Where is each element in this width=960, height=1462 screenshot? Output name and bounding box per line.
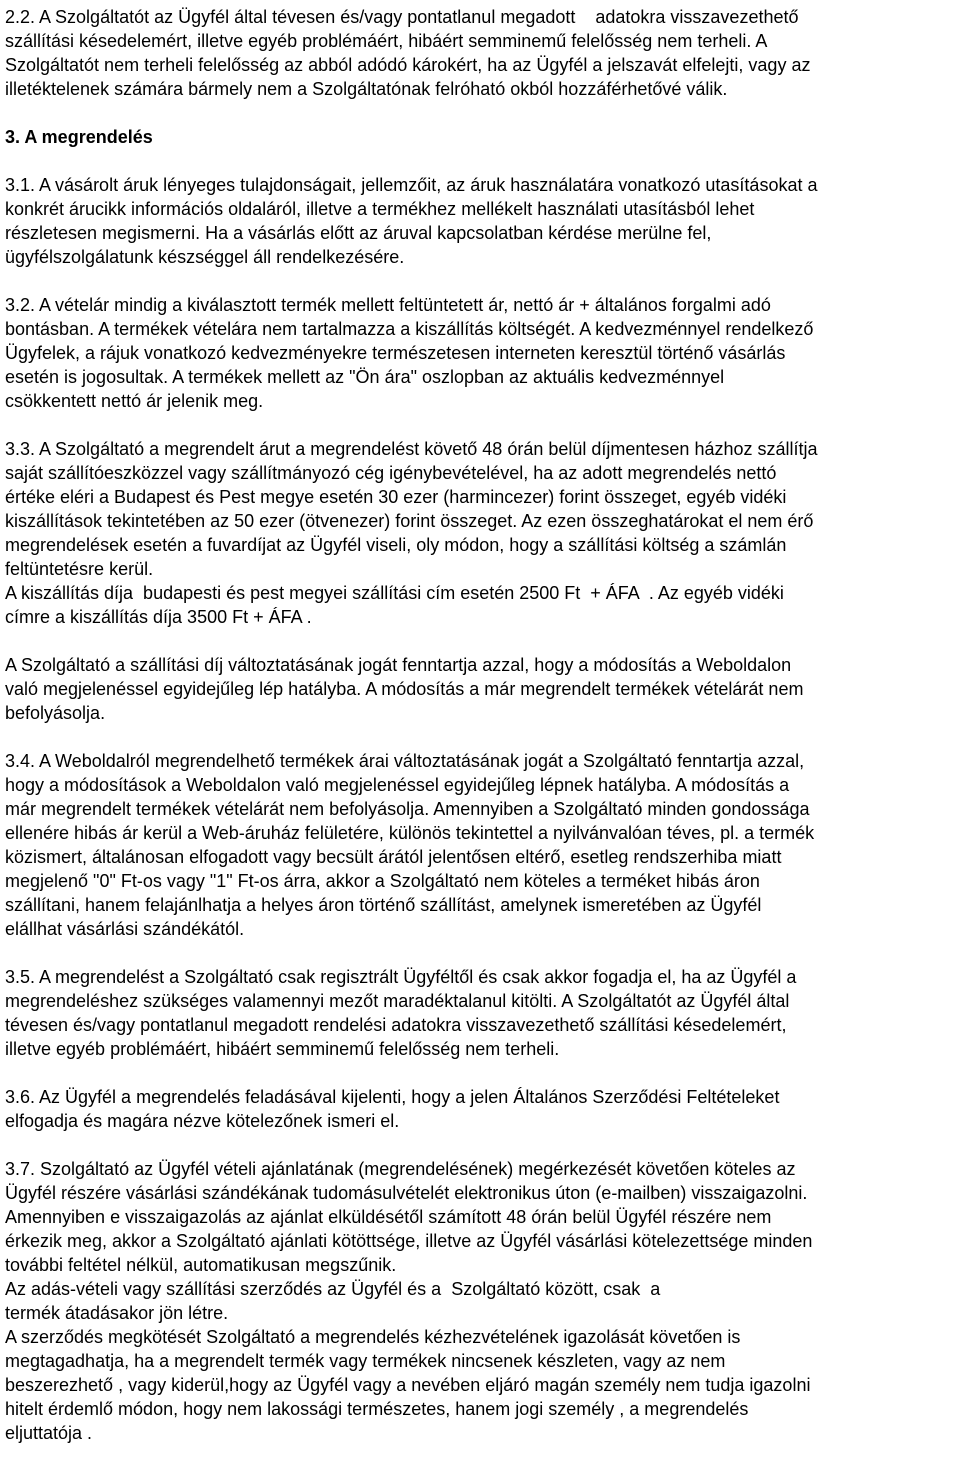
text-line: 3.6. Az Ügyfél a megrendelés feladásával kijelenti, hogy a jelen Általános Szerződési Feltételeket	[5, 1087, 780, 1107]
text-line: elfogadja és magára nézve kötelezőnek ismeri el.	[5, 1111, 400, 1131]
section-3-7	[5, 1157, 955, 1445]
paragraph-gap	[5, 269, 955, 293]
paragraph-gap	[5, 413, 955, 437]
text-line: részletesen megismerni. Ha a vásárlás előtt az áruval kapcsolatban kérdése merülne fel,	[5, 223, 712, 243]
text-line: A kiszállítás díja budapesti és pest megyei szállítási cím esetén 2500 Ft + ÁFA . Az egyéb vidéki	[5, 583, 784, 603]
text-line: illetve egyéb problémáért, hibáért semminemű felelősség nem terheli.	[5, 1039, 560, 1059]
text-line: 3.1. A vásárolt áruk lényeges tulajdonságait, jellemzőit, az áruk használatára vonatkozó utasításokat a	[5, 175, 818, 195]
text-line: csökkentett nettó ár jelenik meg.	[5, 391, 264, 411]
text-line: befolyásolja.	[5, 703, 106, 723]
section-3-3	[5, 437, 955, 629]
text-line: 3.7. Szolgáltató az Ügyfél vételi ajánlatának (megrendelésének) megérkezését követően köteles az	[5, 1159, 796, 1179]
text-line: további feltétel nélkül, automatikusan megszűnik.	[5, 1255, 397, 1275]
text-line: elállhat vásárlási szándékától.	[5, 919, 245, 939]
text-line: hitelt érdemlő módon, hogy nem lakossági természetes, hanem jogi személy , a megrendelés	[5, 1399, 749, 1419]
text-line: 3.4. A Weboldalról megrendelhető termékek árai változtatásának jogát a Szolgáltató fenntartja azzal,	[5, 751, 805, 771]
section-3-1	[5, 173, 955, 269]
text-line: A Szolgáltató a szállítási díj változtatásának jogát fenntartja azzal, hogy a módosítás a Weboldalon	[5, 655, 792, 675]
text-line: való megjelenéssel egyidejűleg lép hatályba. A módosítás a már megrendelt termékek vételárát nem	[5, 679, 804, 699]
text-line: esetén is jogosultak. A termékek mellett az "Ön ára" oszlopban az aktuális kedvezménnyel	[5, 367, 725, 387]
text-line: Ügyfél részére vásárlási szándékának tudomásulvételét elektronikus úton (e-mailben) visszaigazolni.	[5, 1183, 808, 1203]
text-line: feltüntetésre kerül.	[5, 559, 154, 579]
section-3-5	[5, 965, 955, 1061]
text-line: Ügyfelek, a rájuk vonatkozó kedvezményekre természetesen interneten keresztül történő vásárlás	[5, 343, 786, 363]
text-line: Szolgáltatót nem terheli felelősség az abból adódó károkért, ha az Ügyfél a jelszavát elfelejti, vagy az	[5, 55, 811, 75]
text-line: eljuttatója .	[5, 1423, 93, 1443]
text-line: értéke eléri a Budapest és Pest megye esetén 30 ezer (harmincezer) forint összeget, egyéb vidéki	[5, 487, 787, 507]
paragraph-gap	[5, 149, 955, 173]
paragraph-gap	[5, 941, 955, 965]
text-line: Az adás-vételi vagy szállítási szerződés az Ügyfél és a Szolgáltató között, csak a	[5, 1279, 661, 1299]
text-line: termék átadásakor jön létre.	[5, 1303, 229, 1323]
text-line: címre a kiszállítás díja 3500 Ft + ÁFA .	[5, 607, 312, 627]
text-line: tévesen és/vagy pontatlanul megadott rendelési adatokra visszavezethető szállítási késedelemért,	[5, 1015, 787, 1035]
paragraph-gap	[5, 1061, 955, 1085]
text-line: 3.3. A Szolgáltató a megrendelt árut a megrendelést követő 48 órán belül díjmentesen házhoz szállítja	[5, 439, 818, 459]
paragraph-gap	[5, 629, 955, 653]
paragraph-gap	[5, 1133, 955, 1157]
text-line: A szerződés megkötését Szolgáltató a megrendelés kézhezvételének igazolását követően is	[5, 1327, 741, 1347]
section-2-2	[5, 5, 955, 101]
text-line: saját szállítóeszközzel vagy szállítmányozó cég igénybevételével, ha az adott megrendelés nettó	[5, 463, 777, 483]
text-line: kiszállítások tekintetében az 50 ezer (ötvenezer) forint összeget. Az ezen összeghatárokat el nem érő	[5, 511, 814, 531]
section-3-6	[5, 1085, 955, 1133]
section-3-4	[5, 749, 955, 941]
text-line: szállítani, hanem felajánlhatja a helyes áron történő szállítást, amelynek ismeretében az Ügyfél	[5, 895, 762, 915]
text-line: 3.5. A megrendelést a Szolgáltató csak regisztrált Ügyféltől és csak akkor fogadja el, ha az Ügyfél a	[5, 967, 797, 987]
text-line: szállítási késedelemért, illetve egyéb problémáért, hibáért semminemű felelősség nem terheli. A	[5, 31, 768, 51]
text-line: illetéktelenek számára bármely nem a Szolgáltatónak felróható okból hozzáférhetővé válik.	[5, 79, 728, 99]
text-line: már megrendelt termékek vételárát nem befolyásolja. Amennyiben a Szolgáltató minden gondossága	[5, 799, 810, 819]
text-line: érkezik meg, akkor a Szolgáltató ajánlati kötöttsége, illetve az Ügyfél vásárlási kötelezettsége minden	[5, 1231, 813, 1251]
document-page	[5, 5, 955, 1445]
text-line: beszerezhető , vagy kiderül,hogy az Ügyfél vagy a nevében eljáró magán személy nem tudja igazolni	[5, 1375, 811, 1395]
paragraph-gap	[5, 101, 955, 125]
text-line: hogy a módosítások a Weboldalon való megjelenéssel egyidejűleg lépnek hatályba. A módosítás a	[5, 775, 790, 795]
text-line: megtagadhatja, ha a megrendelt termék vagy termékek nincsenek készleten, vagy az nem	[5, 1351, 726, 1371]
text-line: megjelenő "0" Ft-os vagy "1" Ft-os árra, akkor a Szolgáltató nem köteles a terméket hibás áron	[5, 871, 760, 891]
text-line: közismert, általánosan elfogadott vagy becsült árától jelentősen eltérő, esetleg rendszerhiba miatt	[5, 847, 782, 867]
text-line: konkrét árucikk információs oldaláról, illetve a termékhez mellékelt használati utasításból lehet	[5, 199, 755, 219]
text-line: 3.2. A vételár mindig a kiválasztott termék mellett feltüntetett ár, nettó ár + általános forgalmi adó	[5, 295, 771, 315]
text-line: 2.2. A Szolgáltatót az Ügyfél által tévesen és/vagy pontatlanul megadott adatokra visszavezethető	[5, 7, 799, 27]
text-line: ügyfélszolgálatunk készséggel áll rendelkezésére.	[5, 247, 405, 267]
section-3-3-shipping-fee-change	[5, 653, 955, 725]
text-line: Amennyiben e visszaigazolás az ajánlat elküldésétől számított 48 órán belül Ügyfél részére nem	[5, 1207, 772, 1227]
section-3-2	[5, 293, 955, 413]
text-line: megrendelések esetén a fuvardíjat az Ügyfél viseli, oly módon, hogy a szállítási költség a számlán	[5, 535, 787, 555]
text-line: megrendeléshez szükséges valamennyi mezőt maradéktalanul kitölti. A Szolgáltatót az Ügyfél által	[5, 991, 790, 1011]
paragraph-gap	[5, 725, 955, 749]
text-line: bontásban. A termékek vételára nem tartalmazza a kiszállítás költségét. A kedvezménnyel rendelkező	[5, 319, 814, 339]
section-heading-megrendeles: 3. A megrendelés	[5, 127, 153, 147]
text-line: ellenére hibás ár kerül a Web-áruház felületére, különös tekintettel a nyilvánvalóan téves, pl. a termék	[5, 823, 815, 843]
